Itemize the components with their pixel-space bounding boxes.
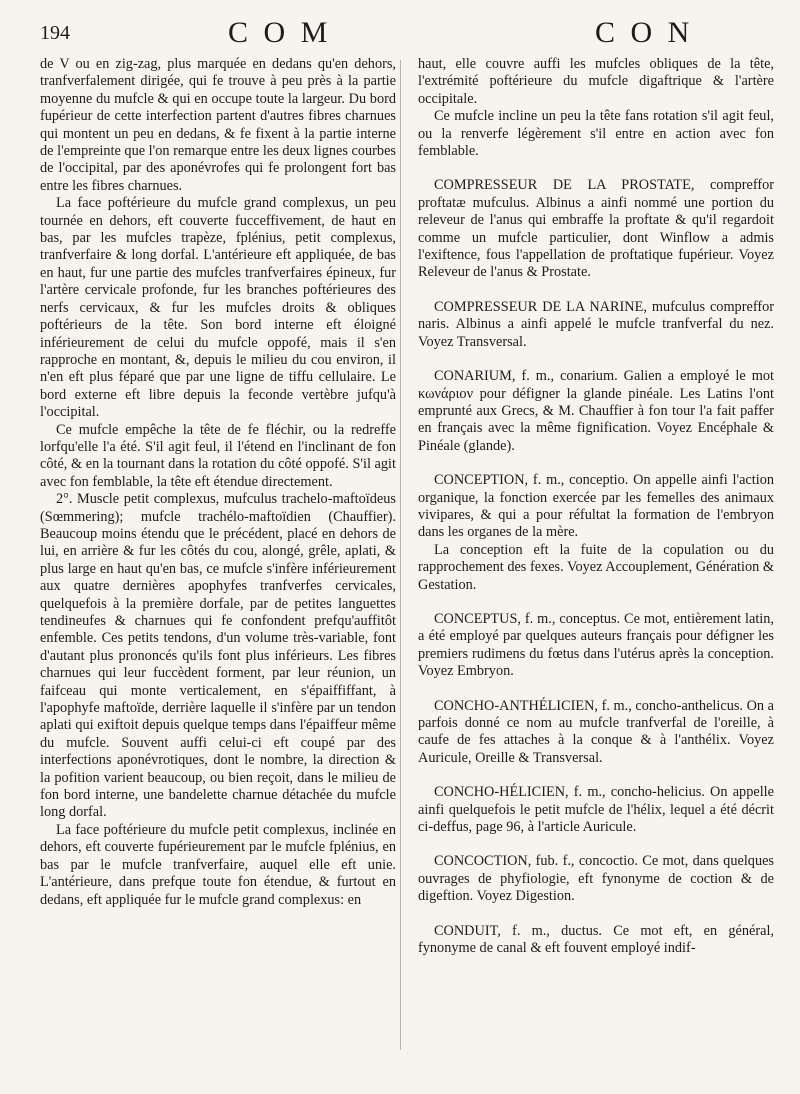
entry-concho-helicien: CONCHO-HÉLICIEN, f. m., concho-helicius. On appelle ainfi quelquefois le petit mufcle de l'hélix, lequel a été décrit ci-deffus, page 96, à l'article Auricule. (418, 784, 774, 836)
entry-compresseur-prostate: COMPRESSEUR DE LA PROSTATE, compreffor proftatæ mufculus. Albinus a ainfi nommé une portion du releveur de l'anus qui embraffe la proftate & qu'il regardoit comme un mufcle particulier, dont Winflow a admis l'exiftence, fous l'appellation de proftatique fupérieur. Voyez Releveur de l'anus & Prostate. (418, 177, 774, 281)
page-number: 194 (40, 22, 70, 44)
paragraph: La face poftérieure du mufcle petit complexus, inclinée en dehors, eft couverte fupérieurement par le mufcle fplénius, en bas par le mufcle tranfverfaire, auquel elle eft unie. L'antérieure, dans prefque toute fon étendue, & furtout en dedans, eft appliquée fur le mufcle grand complexus: en (40, 821, 396, 908)
paragraph: haut, elle couvre auffi les mufcles obliques de la tête, l'extrémité poftérieure du mufcle digaftrique & l'artère occipitale. (418, 56, 774, 107)
entry-concho-anthelicien: CONCHO-ANTHÉLICIEN, f. m., concho-anthelicus. On a parfois donné ce nom au mufcle tranfverfal de l'oreille, à caufe de fes attaches à la conque & à l'anthélix. Voyez Auricule, Oreille & Transversal. (418, 697, 774, 766)
entry-conception: CONCEPTION, f. m., conceptio. On appelle ainfi l'action organique, la fonction exercée par les femelles des animaux vivipares, & qui a pour réfultat la formation de l'embryon dans les organes de la mère. (418, 472, 774, 541)
paragraph: de V ou en zig-zag, plus marquée en dedans qu'en dehors, tranfverfalement dirigée, qui fe trouve à peu près à la partie moyenne du mufcle & qui en occupe toute la largeur. Du bord fupérieur de cette interfection partent d'autres fibres charnues qui montent un peu en dedans, & fe fixent à la partie interne de l'empreinte que l'on remarque entre les deux lignes courbes de l'occipital, par des aponévrofes qui fe prolongent fort bas entre les fibres charnues. (40, 56, 396, 194)
entry-conarium: CONARIUM, f. m., conarium. Galien a employé le mot κωνάριον pour défigner la glande pinéale. Les Latins l'ont emprunté aux Grecs, & M. Chauffier à fon tour l'a fait paffer en français avec la même fignification. Voyez Encéphale & Pinéale (glande). (418, 368, 774, 454)
entry-conceptus: CONCEPTUS, f. m., conceptus. Ce mot, entièrement latin, a été employé par quelques auteurs français pour défigner les premiers rudimens du fœtus dans l'utérus après la conception. Voyez Embryon. (418, 610, 774, 680)
entry-compresseur-narine: COMPRESSEUR DE LA NARINE, mufculus compreffor naris. Albinus a ainfi appelé le mufcle tranfverfal du nez. Voyez Transversal. (418, 298, 774, 350)
left-column (40, 56, 396, 909)
running-head-left: C O M (228, 16, 332, 49)
entry-concoction: CONCOCTION, fub. f., concoctio. Ce mot, dans quelques ouvrages de phyfiologie, eft fynonyme de coction & de digeftion. Voyez Digestion. (418, 853, 774, 905)
paragraph: 2°. Muscle petit complexus, mufculus trachelo-maftoïdeus (Sœmmering); mufcle trachélo-maftoïdien (Chauffier). Beaucoup moins étendu que le précédent, placé en dehors de lui, en arrière & fur les côtés du cou, alongé, grêle, aplati, & plus large en haut qu'en bas, ce mufcle s'infère inférieurement aux quatre dernières apophyfes tranfverfes cervicales, quelquefois à la première dorfale, par de petites languettes tendineufes & charnues qui fe confondent prefqu'auffitôt enfemble. Ces petits tendons, d'un volume très-variable, font d'autant plus prononcés qu'ils font plus inférieurs. Les fibres charnues qui leur fuccèdent forment, par leur réunion, un faifceau qui monte verticalement, en s'épaiffiffant, à l'apophyfe maftoïde, derrière laquelle il s'infère par un tendon aplati qui exiftoit depuis quelque temps dans l'épaiffeur même du mufcle. Souvent auffi celui-ci eft coupé par des interfections aponévrotiques, dont le nombre, la direction & la pofition varient beaucoup, ou bien reçoit, dans le milieu de fon bord interne, une bandelette charnue détachée du mufcle long dorfal. (40, 491, 396, 821)
entry-conduit: CONDUIT, f. m., ductus. Ce mot eft, en général, fynonyme de canal & eft fouvent employé indif- (418, 922, 774, 957)
paragraph: Ce mufcle empêche la tête de fe fléchir, ou la redreffe lorfqu'elle l'a été. S'il agit feul, il l'étend en l'inclinant de fon côté, & en la tournant dans la rotation du côté oppofé. S'il agit avec fon femblable, la tête eft étendue directement. (40, 421, 396, 490)
paragraph: Ce mufcle incline un peu la tête fans rotation s'il agit feul, ou la renverfe légèrement s'il entre en action avec fon femblable. (418, 108, 774, 160)
running-head-right: C O N (595, 16, 694, 49)
running-header (0, 14, 800, 54)
column-divider (400, 60, 401, 1050)
right-column (418, 56, 774, 957)
paragraph: La conception eft la fuite de la copulation ou du rapprochement des fexes. Voyez Accouplement, Génération & Gestation. (418, 541, 774, 593)
paragraph: La face poftérieure du mufcle grand complexus, un peu tournée en dehors, eft couverte fucceffivement, de haut en bas, par les mufcles trapèze, fplénius, petit complexus, tranfverfaire & long dorfal. L'antérieure eft appliquée, de bas en haut, fur une partie des mufcles tranfverfaires épineux, fur l'artère cervicale profonde, fur les branches poftérieures des nerfs cervicaux, & fur les mufcles droits & obliques poftérieurs de la tête. Son bord interne eft éloigné inférieurement de celui du mufcle oppofé, mais il s'en rapproche en montant, &, depuis le milieu du cou environ, il n'en eft plus féparé que par une ligne de tiffu cellulaire. Le bord externe eft libre depuis la feconde vertèbre jufqu'à l'occipital. (40, 195, 396, 421)
